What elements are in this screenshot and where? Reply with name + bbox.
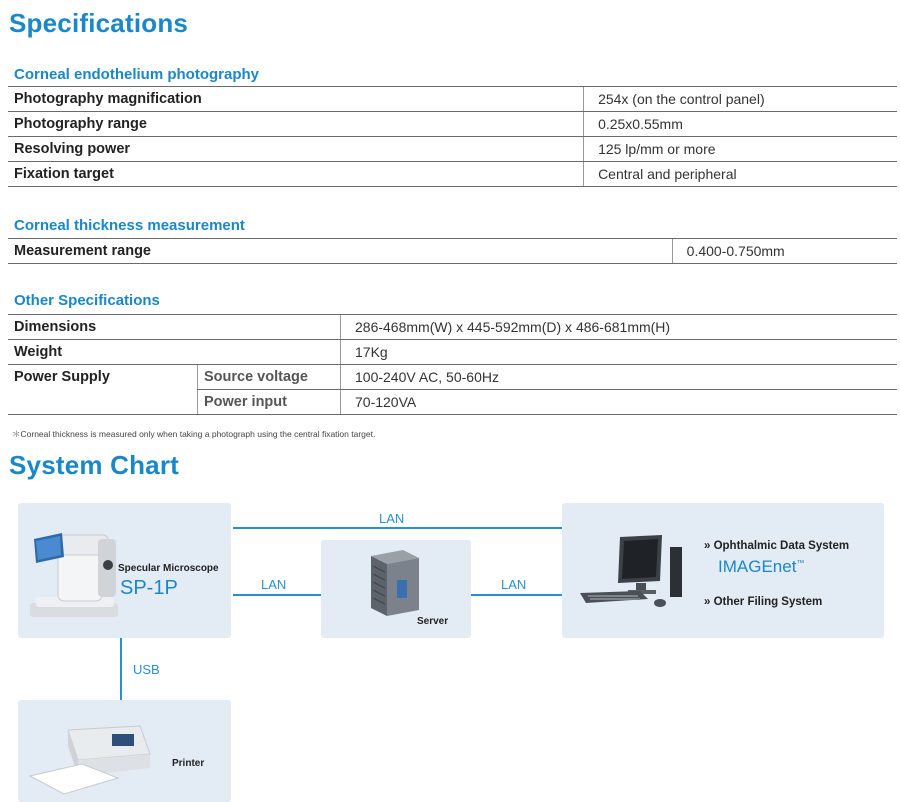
row-sublabel: Source voltage [198, 365, 341, 390]
usb-label: USB [133, 662, 160, 677]
computer-icon [578, 533, 700, 613]
lan-line-top [233, 527, 562, 529]
section-title-endothelium: Corneal endothelium photography [14, 66, 260, 83]
spec-table-thickness [8, 238, 897, 264]
table-row [8, 112, 897, 137]
printer-icon [28, 724, 152, 796]
row-sublabel: Power input [198, 390, 341, 415]
system-chart-title: System Chart [9, 450, 180, 480]
server-icon [363, 546, 423, 618]
row-label: Measurement range [8, 239, 672, 264]
row-label: Photography range [8, 112, 584, 137]
row-value: 286-468mm(W) x 445-592mm(D) x 486-681mm(H) [341, 315, 898, 340]
row-label: Fixation target [8, 162, 584, 187]
row-value: 0.400-0.750mm [672, 239, 897, 264]
row-value: 125 lp/mm or more [584, 137, 897, 162]
row-value: 17Kg [341, 340, 898, 365]
row-value: Central and peripheral [584, 162, 897, 187]
table-row [8, 315, 897, 340]
table-row [8, 87, 897, 112]
table-row [8, 162, 897, 187]
row-value: 0.25x0.55mm [584, 112, 897, 137]
section-title-other: Other Specifications [14, 292, 160, 309]
section-title-thickness: Corneal thickness measurement [14, 217, 245, 234]
row-label: Dimensions [8, 315, 341, 340]
row-label [8, 390, 198, 415]
imagenet-label [718, 557, 804, 577]
lan-label-left: LAN [261, 577, 287, 592]
imagenet-text: IMAGEnet [718, 557, 797, 576]
lan-label-right: LAN [501, 577, 527, 592]
lan-line-right [471, 594, 562, 596]
usb-line [120, 638, 122, 700]
row-value: 254x (on the control panel) [584, 87, 897, 112]
printer-box [18, 700, 231, 802]
page-title: Specifications [9, 8, 189, 38]
row-label: Power Supply [14, 369, 110, 386]
row-value: 70-120VA [341, 390, 898, 415]
microscope-box [18, 503, 231, 638]
footnote: ＊Corneal thickness is measured only when taking a photograph using the central fixation target. [12, 429, 376, 439]
microscope-label: Specular Microscope [118, 563, 219, 574]
spec-table-other [8, 314, 897, 415]
microscope-model: SP-1P [120, 577, 178, 599]
microscope-icon [24, 517, 124, 627]
spec-table-endothelium [8, 86, 897, 187]
table-row [8, 390, 897, 415]
trademark-mark: ™ [796, 558, 805, 568]
row-label: Photography magnification [8, 87, 584, 112]
data-system-box [562, 503, 884, 638]
table-row [8, 137, 897, 162]
lan-line-left [233, 594, 321, 596]
other-filing-system-label: » Other Filing System [704, 596, 823, 608]
row-label: Resolving power [8, 137, 584, 162]
table-row [8, 239, 897, 264]
server-label: Server [417, 616, 449, 627]
printer-label: Printer [172, 758, 205, 769]
table-row [8, 365, 897, 390]
row-label: Weight [8, 340, 341, 365]
table-row [8, 340, 897, 365]
server-box [321, 540, 471, 638]
lan-label-top: LAN [379, 511, 405, 526]
ophthalmic-data-system-label: » Ophthalmic Data System [704, 540, 850, 552]
row-value: 100-240V AC, 50-60Hz [341, 365, 898, 390]
